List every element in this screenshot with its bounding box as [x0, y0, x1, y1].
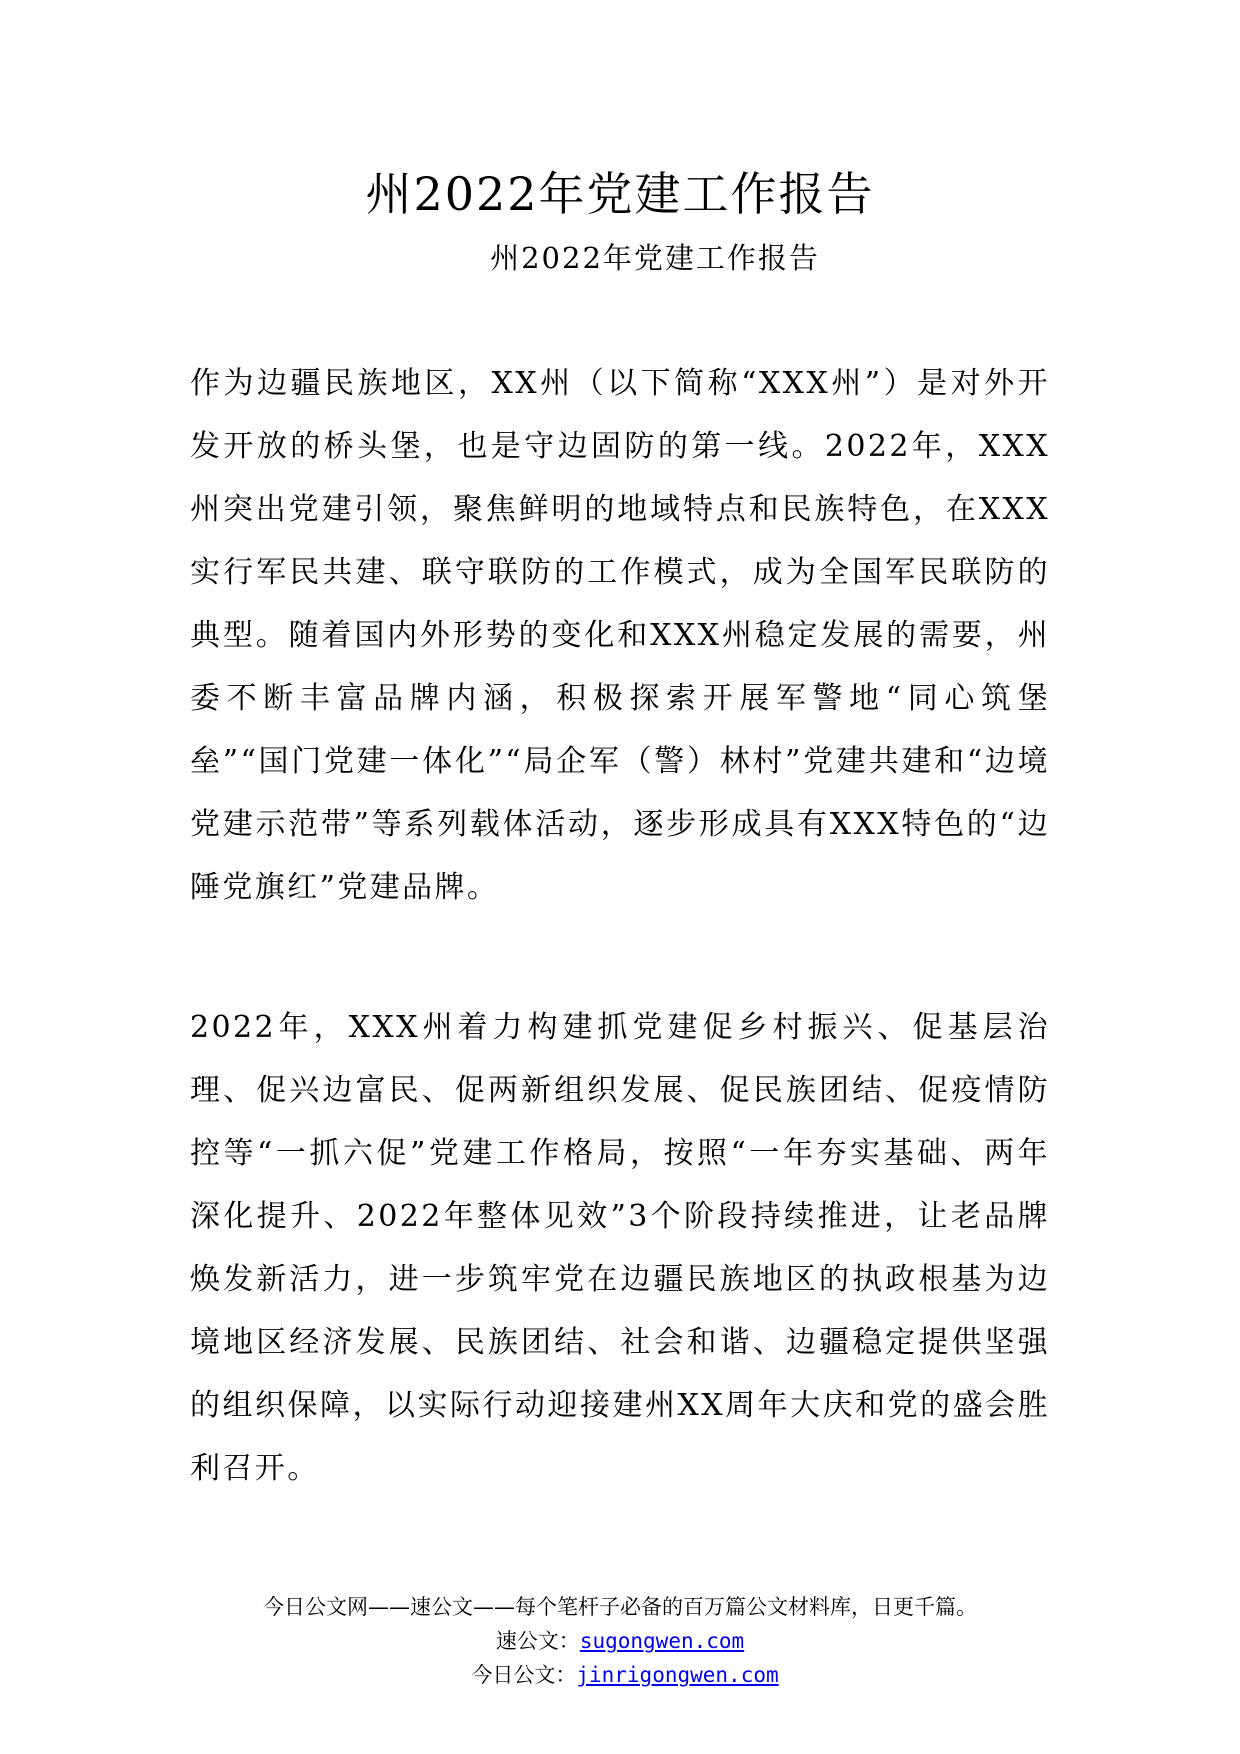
footer-label-sugongwen: 速公文： [495, 1629, 580, 1653]
footer-line-jinrigongwen [0, 1658, 1240, 1692]
footer-line-sugongwen [0, 1624, 1240, 1658]
footer-slogan: 今日公文网——速公文——每个笔杆子必备的百万篇公文材料库，日更千篇。 [263, 1595, 977, 1619]
document-title: 州2022年党建工作报告 [365, 167, 875, 221]
sugongwen-link[interactable]: sugongwen.com [579, 1629, 745, 1653]
jinrigongwen-link[interactable]: jinrigongwen.com [576, 1663, 779, 1687]
document-subtitle: 州2022年党建工作报告 [490, 241, 820, 275]
footer-label-jinrigongwen: 今日公文： [471, 1663, 577, 1687]
paragraph-1: 作为边疆民族地区，XX州（以下简称“XXX州”）是对外开发开放的桥头堡，也是守边固防的第一线。2022年，XXX州突出党建引领，聚焦鲜明的地域特点和民族特色，在XXX实行军民共建、联守联防的工作模式，成为全国军民联防的典型。随着国内外形势的变化和XXX州稳定发展的需要，州委不断丰富品牌内涵，积极探索开展军警地“同心筑堡垒”“国门党建一体化”“局企军（警）林村”党建共建和“边境党建示范带”等系列载体活动，逐步形成具有XXX特色的“边陲党旗红”党建品牌。 [190, 366, 1050, 905]
paragraph-2: 2022年，XXX州着力构建抓党建促乡村振兴、促基层治理、促兴边富民、促两新组织发展、促民族团结、促疫情防控等“一抓六促”党建工作格局，按照“一年夯实基础、两年深化提升、2022年整体见效”3个阶段持续推进，让老品牌焕发新活力，进一步筑牢党在边疆民族地区的执政根基为边境地区经济发展、民族团结、社会和谐、边疆稳定提供坚强的组织保障，以实际行动迎接建州XX周年大庆和党的盛会胜利召开。 [190, 1010, 1050, 1486]
footer [0, 1590, 1240, 1692]
